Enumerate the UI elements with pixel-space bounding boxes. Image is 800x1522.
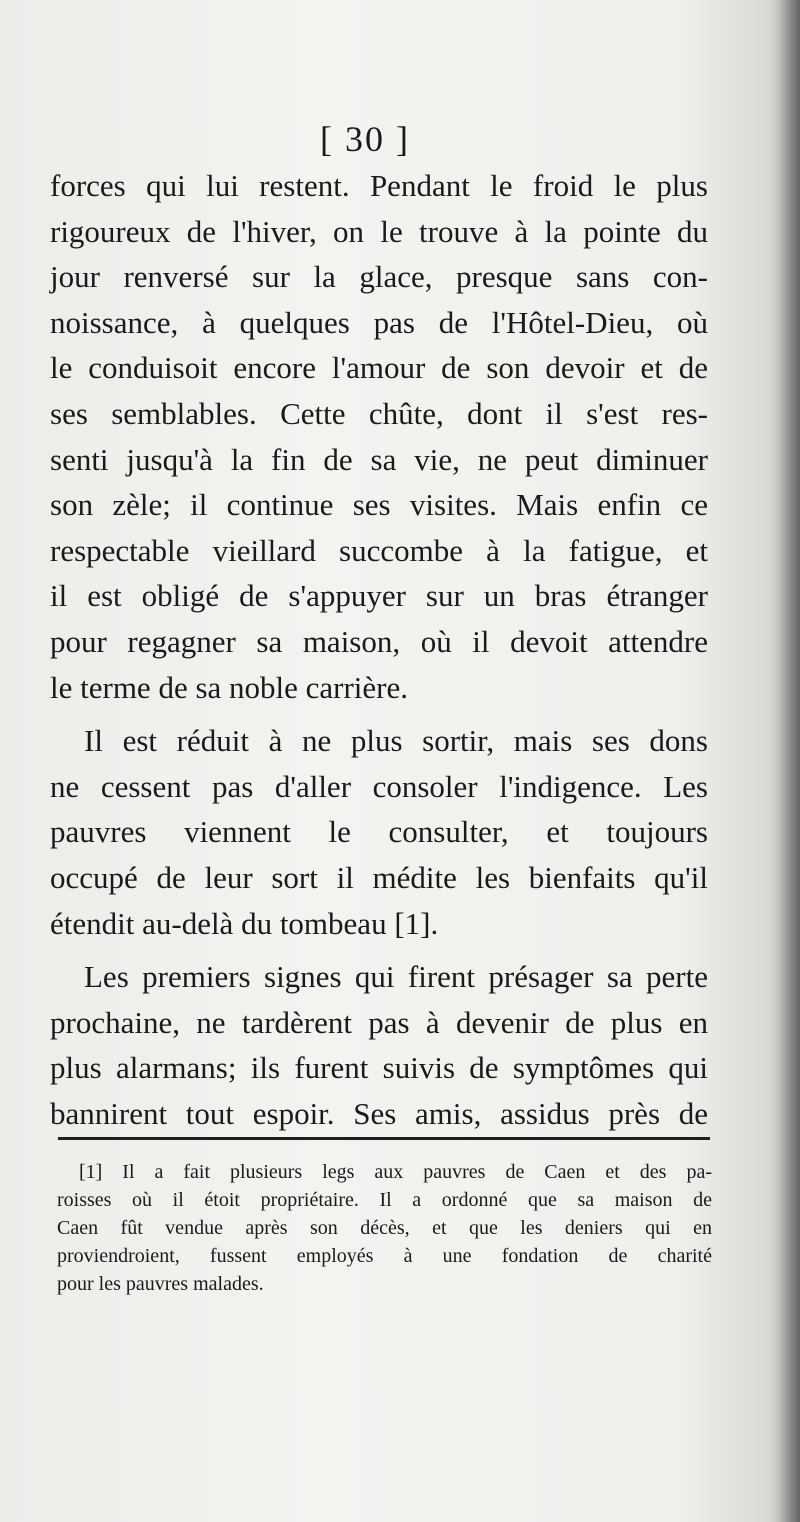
page-edge-shadow bbox=[778, 0, 800, 1522]
text-line: il est obligé de s'appuyer sur un bras étranger bbox=[50, 578, 708, 614]
footnote-line: proviendroient, fussent employés à une fondation de charité bbox=[57, 1245, 712, 1267]
text-line: noissance, à quelques pas de l'Hôtel-Dieu, où bbox=[50, 304, 708, 340]
text-line: occupé de leur sort il médite les bienfaits qu'il bbox=[50, 859, 708, 895]
text-line: son zèle; il continue ses visites. Mais enfin ce bbox=[50, 487, 708, 523]
footnote-line: Caen fût vendue après son décès, et que les deniers qui en bbox=[57, 1217, 712, 1239]
text-line: ses semblables. Cette chûte, dont il s'est res- bbox=[50, 395, 708, 431]
text-line: Les premiers signes qui firent présager sa perte bbox=[84, 959, 708, 995]
text-line: prochaine, ne tardèrent pas à devenir de plus en bbox=[50, 1004, 708, 1040]
main-text bbox=[50, 163, 708, 1136]
text-line: pour regagner sa maison, où il devoit attendre bbox=[50, 623, 708, 659]
text-line: bannirent tout espoir. Ses amis, assidus près de bbox=[50, 1095, 708, 1131]
page-number: [ 30 ] bbox=[320, 119, 410, 159]
text-line: forces qui lui restent. Pendant le froid le plus bbox=[50, 168, 708, 203]
text-line: ne cessent pas d'aller consoler l'indigence. Les bbox=[50, 768, 708, 804]
text-line: le conduisoit encore l'amour de son devoir et de bbox=[50, 350, 708, 386]
text-line: respectable vieillard succombe à la fatigue, et bbox=[50, 532, 708, 568]
text-line: jour renversé sur la glace, presque sans con- bbox=[50, 259, 708, 295]
text-line: le terme de sa noble carrière. bbox=[50, 669, 409, 705]
text-line: plus alarmans; ils furent suivis de symptômes qui bbox=[50, 1050, 708, 1086]
footnote-line: [1] Il a fait plusieurs legs aux pauvres de Caen et des pa- bbox=[79, 1161, 712, 1183]
text-line: senti jusqu'à la fin de sa vie, ne peut diminuer bbox=[50, 441, 708, 477]
footnote-line: pour les pauvres malades. bbox=[57, 1273, 264, 1295]
text-line: étendit au-delà du tombeau [1]. bbox=[50, 905, 439, 941]
text-line: Il est réduit à ne plus sortir, mais ses dons bbox=[84, 723, 708, 759]
footnote-line: roisses où il étoit propriétaire. Il a ordonné que sa maison de bbox=[57, 1189, 712, 1211]
footnote bbox=[57, 1158, 712, 1298]
footnote-divider bbox=[58, 1137, 710, 1140]
text-line: rigoureux de l'hiver, on le trouve à la pointe du bbox=[50, 213, 708, 249]
text-line: pauvres viennent le consulter, et toujours bbox=[50, 814, 708, 850]
